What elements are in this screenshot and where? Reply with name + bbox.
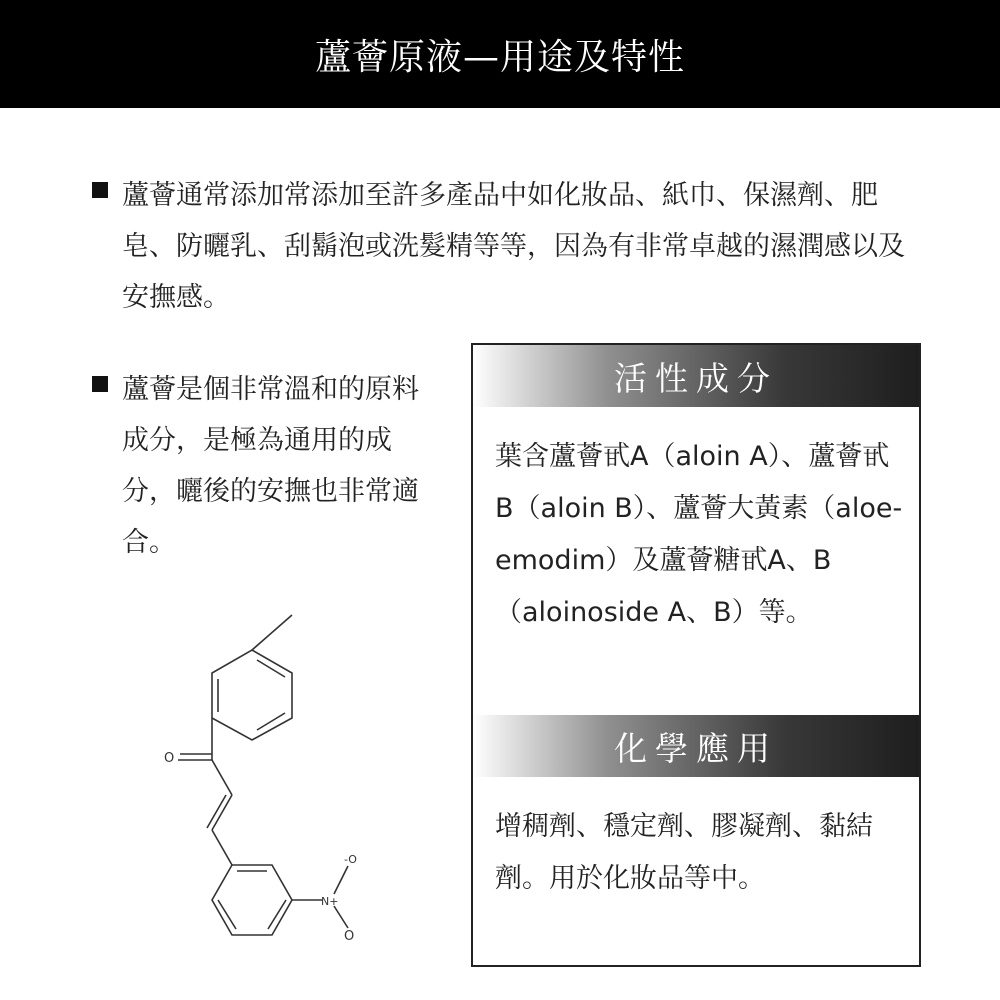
oxygen-label: O bbox=[164, 751, 175, 766]
benzene-ring bbox=[212, 650, 292, 740]
chemical-uses-heading: 化學應用 bbox=[473, 715, 919, 777]
info-panel bbox=[471, 343, 921, 967]
square-bullet-icon bbox=[92, 376, 108, 392]
bond bbox=[252, 615, 292, 650]
benzene-ring bbox=[212, 865, 292, 935]
bullet-text: 蘆薈是個非常溫和的原料成分，是極為通用的成分，曬後的安撫也非常適合。 bbox=[122, 374, 419, 558]
oxygen-top-label: -O bbox=[344, 853, 357, 866]
bond bbox=[257, 660, 285, 677]
bond bbox=[212, 795, 232, 830]
square-bullet-icon bbox=[92, 182, 108, 198]
bullet-item bbox=[92, 364, 440, 568]
oxygen-bottom-label: O bbox=[344, 929, 355, 944]
bond bbox=[212, 760, 232, 795]
bond bbox=[334, 866, 348, 894]
bond bbox=[212, 830, 232, 865]
bond bbox=[334, 906, 348, 928]
bullet-item bbox=[92, 170, 922, 323]
nitrogen-label: N+ bbox=[321, 895, 339, 908]
active-ingredients-text: 葉含蘆薈甙A（aloin A）、蘆薈甙B（aloin B）、蘆薈大黃素（aloe-emodim）及蘆薈糖甙A、B（aloinoside A、B）等。 bbox=[495, 441, 903, 628]
page-title: 蘆薈原液—用途及特性 bbox=[314, 36, 685, 78]
chemical-structure-diagram bbox=[140, 600, 400, 960]
header-bar bbox=[0, 0, 1000, 108]
bond bbox=[257, 713, 285, 730]
bullet-text: 蘆薈通常添加常添加至許多產品中如化妝品、紙巾、保濕劑、肥皂、防曬乳、刮鬍泡或洗髮精等等，因為有非常卓越的濕潤感以及安撫感。 bbox=[122, 180, 905, 313]
chemical-uses-text: 增稠劑、穩定劑、膠凝劑、黏結劑。用於化妝品等中。 bbox=[495, 811, 873, 894]
active-ingredients-heading: 活性成分 bbox=[473, 345, 919, 407]
